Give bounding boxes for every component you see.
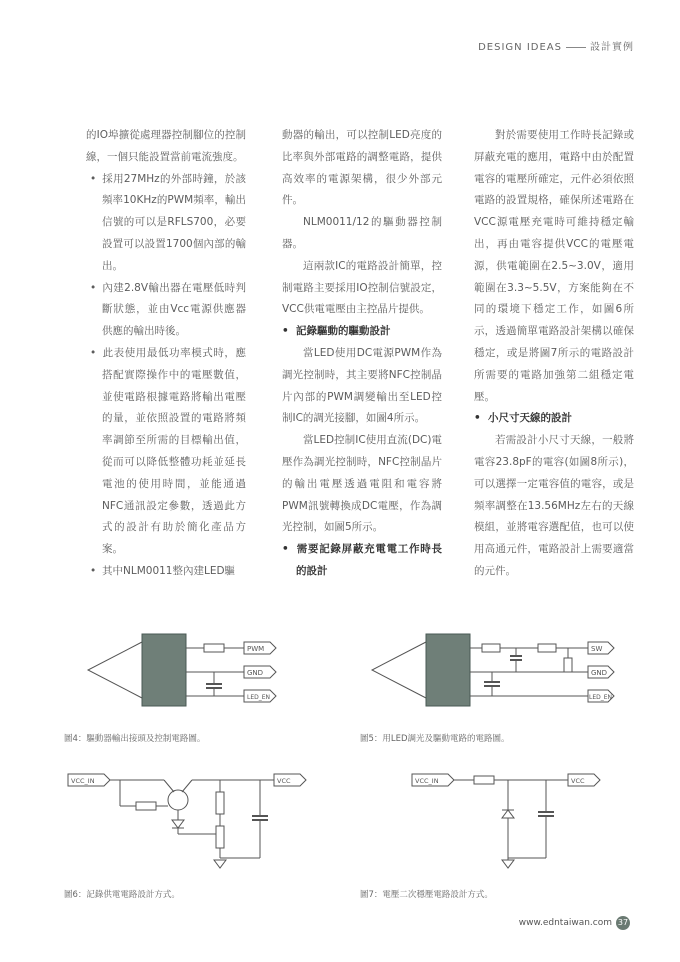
- running-header: [478, 38, 634, 53]
- paragraph: NLM0011/12的驅動器控制器。: [282, 216, 442, 250]
- paragraph: 若需設計小尺寸天線，一般將電容23.8pF的電容(如圖8所示)，可以選擇一定電容值的電容，或是頻率調整在13.56MHz左右的天線模組，並將電容選配值，也可以使用高通元件，電路設計上需要適當的元件。: [474, 434, 634, 577]
- paragraph: 當LED控制IC使用直流(DC)電壓作為調光控制時，NFC控制晶片的輸出電壓透過電阻和電容將PWM訊號轉換成DC電壓，作為調光控制，如圖5所示。: [282, 434, 442, 534]
- text-column-1: [86, 125, 246, 583]
- section-heading: • 需要記錄屏蔽充電電工作時長的設計: [282, 539, 442, 583]
- fig4-pin2: GND: [247, 669, 264, 677]
- fig5-pin1: SW: [591, 645, 603, 653]
- footer-site: www.edntaiwan.com: [518, 918, 612, 928]
- paragraph: 的IO埠擴從處理器控制腳位的控制線，一個只能設置當前電流強度。: [86, 129, 246, 163]
- fig7-out-label: VCC: [571, 777, 585, 785]
- header-separator: [566, 47, 586, 48]
- page-number: 37: [616, 916, 630, 930]
- fig5-pin3: LED_EN: [589, 694, 613, 701]
- paragraph: 當LED使用DC電源PWM作為調光控制時，其主要將NFC控制晶片內部的PWM調變輸出至LED控制IC的調光接腳，如圖4所示。: [282, 346, 442, 425]
- fig6-in-label: VCC_IN: [71, 777, 95, 785]
- figure-4-caption: 圖4：驅動器輸出接頭及控制電路圖。: [64, 734, 206, 744]
- section-heading: • 記錄驅動的驅動設計: [282, 321, 442, 343]
- fig4-pin1: PWM: [247, 645, 265, 653]
- text-column-2: [282, 125, 442, 583]
- figure-4-circuit: [84, 630, 284, 714]
- fig5-pin2: GND: [591, 669, 608, 677]
- figure-6-circuit: [64, 768, 314, 874]
- text-column-3: [474, 125, 634, 583]
- figure-6-caption: 圖6：記錄供電電路設計方式。: [64, 890, 180, 900]
- fig4-pin3: LED_EN: [247, 694, 271, 701]
- figure-5-caption: 圖5：用LED調光及驅動電路的電路圖。: [360, 734, 510, 744]
- fig7-in-label: VCC_IN: [415, 777, 439, 785]
- bullet-paragraph: • 採用27MHz的外部時鐘，於該頻率10KHz的PWM頻率，輸出信號的可以是RFLS700，必要設置可以設置1700個內部的輸出。: [86, 169, 246, 278]
- section-heading: • 小尺寸天線的設計: [474, 408, 634, 430]
- fig6-out-label: VCC: [277, 777, 291, 785]
- figure-5-circuit: [368, 630, 618, 714]
- bullet-paragraph: • 此表使用最低功率模式時，應搭配實際操作中的電壓數值，並使電路根據電路將輸出電壓的量，並依照設置的電路將頻率調節至所需的目標輸出值，從而可以降低整體功耗並延長電池的使用時間，並能通過NFC通訊設定參數，透過此方式的設計有助於簡化產品方案。: [86, 343, 246, 561]
- header-section: DESIGN IDEAS: [478, 42, 562, 53]
- paragraph: 動器的輸出，可以控制LED亮度的比率與外部電路的調整電路，提供高效率的電源架構，很少外部元件。: [282, 129, 442, 207]
- page-footer: [519, 916, 630, 930]
- bullet-paragraph: • 其中NLM0011整內建LED驅: [86, 561, 246, 583]
- figure-7-caption: 圖7：電壓二次穩壓電路設計方式。: [360, 890, 493, 900]
- header-sub: 設計實例: [590, 42, 634, 53]
- paragraph: 對於需要使用工作時長記錄或屏蔽充電的應用，電路中由於配置電容的電壓所確定，元件必須依照電路的設置規格，確保所述電路在VCC源電壓充電時可維持穩定輸出，再由電容提供VCC的電壓電源，供電範圍在2.5~3.0V，適用範圍在3.3~5.5V，方案能夠在不同的環境下穩定工作，如圖6所示，透過簡單電路設計架構以確保穩定，或是將圖7所示的電路設計所需要的電路加強第二組穩定電壓。: [474, 129, 634, 403]
- figure-7-circuit: [408, 768, 608, 874]
- bullet-paragraph: • 內建2.8V輸出器在電壓低時判斷狀態，並由Vcc電源供應器供應的輸出時後。: [86, 278, 246, 343]
- paragraph: 這兩款IC的電路設計簡單，控制電路主要採用IO控制信號設定，VCC供電電壓由主控晶片提供。: [282, 259, 442, 316]
